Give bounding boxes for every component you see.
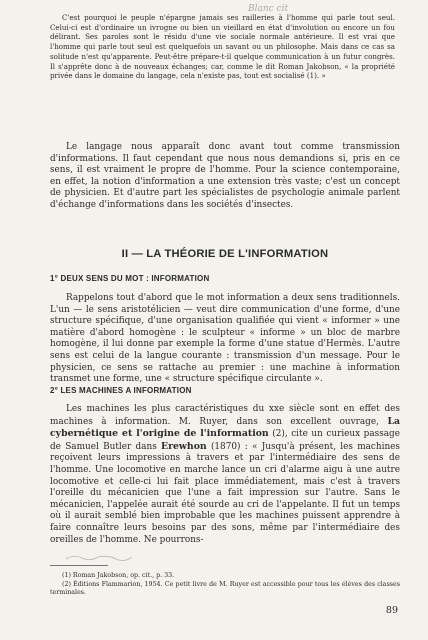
- small-paragraph: C'est pourquoi le peuple n'épargne jamais ses railleries à l'homme qui parle tout seul. Celui-ci est d'ordinaire un ivrogne ou bien un vieillard en état d'involution ou encore un fou délirant. Ses paroles sont le résidu d'une vie sociale normale antérieure. Il est vrai que l'homme qui parle tout seul est quelquefois un savant ou un philosophe. Mais dans ce cas sa solitude n'est qu'apparente. Peut-être prépare-t-il quelque communication à un futur congrès. Il s'apprête donc à de nouveaux échanges; car, comme le dit Roman Jakobson, « la propriété privée dans le domaine du langage, cela n'existe pas, tout est socialisé (1). »: [50, 13, 395, 81]
- pencil-scribble: [64, 552, 134, 562]
- footnote-rule: [50, 565, 108, 566]
- body-paragraph: Rappelons tout d'abord que le mot information a deux sens traditionnels. L'un — le sens aristotélicien — veut dire communication d'une forme, d'une structure spécifique, d'une organisation qualifiée qui vient « informer » une matière d'abord homogène : le sculpteur « informe » un bloc de marbre homogène, il lui donne par exemple la forme d'une statue d'Hermès. L'autre sens est celui de la langue courante : transmission d'un message. Pour le physicien, ce sens se rattache au premier : une machine à information transmet une forme, une « structure spécifique circulante ».: [50, 293, 400, 385]
- quoted-small-text: [50, 13, 395, 81]
- paragraph-information-machines: [50, 404, 400, 546]
- handwritten-mark: Blanc cit: [248, 4, 289, 14]
- book-title-erewhon: Erewhon: [161, 440, 207, 452]
- text-run: (2), cite un curieux passage de Samuel Butler dans: [50, 429, 400, 452]
- subheading-two-meanings: 1° DEUX SENS DU MOT : INFORMATION: [50, 274, 210, 283]
- body-paragraph: [50, 404, 400, 546]
- text-run: (1870) : « Jusqu'à présent, les machines reçoivent leurs impressions à travers et par l'intermédiaire des sens de l'homme. Une locomotive en marche lance un cri d'alarme aigu à une autre locomotive et celle-ci lui fait place immédiatement, mais c'est à travers l'oreille du mécanicien que l'une a fait impression sur l'autre. Sans le mécanicien, l'appelée aurait été sourde au cri de l'appelante. Il fut un temps où il aurait semblé bien improbable que les machines puissent apprendre à faire connaître leurs besoins par des sons, même par l'intermédiaire des oreilles de l'homme. Ne pourrons-: [50, 441, 400, 545]
- book-title: La cybernétique et l'origine de l'information: [50, 415, 400, 440]
- footnotes: [50, 572, 400, 598]
- section-heading: II — LA THÉORIE DE L'INFORMATION: [121, 248, 329, 260]
- paragraph-language: [50, 142, 400, 212]
- paragraph-two-meanings: [50, 293, 400, 386]
- subheading-information-machines: 2° LES MACHINES A INFORMATION: [50, 386, 192, 395]
- page-number: 89: [385, 605, 398, 616]
- body-paragraph: Le langage nous apparaît donc avant tout comme transmission d'informations. Il faut cependant que nous nous demandions si, pris en ce sens, il est vraiment le propre de l'homme. Pour la science contemporaine, en effet, la notion d'information a une extension très vaste; c'est un concept de physicien. Et d'autre part les spécialistes de psychologie animale parlent d'échange d'informations dans les sociétés d'insectes.: [50, 142, 400, 210]
- footnote: (2) Éditions Flammarion, 1954. Ce petit livre de M. Ruyer est accessible pour tous les élèves des classes terminales.: [50, 580, 400, 597]
- text-run: Les machines les plus caractéristiques du xxe siècle sont en effet des machines à information. M. Ruyer, dans son excellent ouvrage,: [50, 404, 400, 427]
- footnote: (1) Roman Jakobson, op. cit., p. 33.: [62, 572, 175, 579]
